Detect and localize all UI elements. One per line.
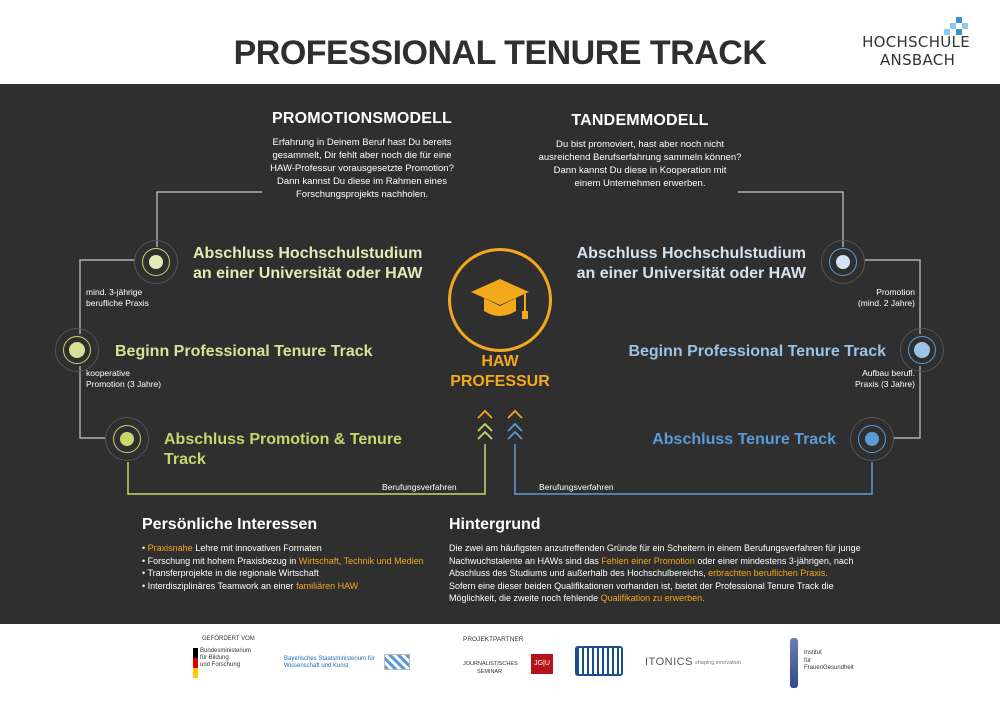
page-title: PROFESSIONAL TENURE TRACK: [233, 34, 767, 72]
center-label: HAW PROFESSUR: [450, 353, 550, 390]
left-step1-dot: [149, 255, 163, 269]
graduation-cap-icon: [451, 251, 549, 349]
funded-by-label: GEFÖRDERT VOM: [202, 636, 255, 642]
center-circle: [448, 248, 552, 352]
right-berufung-label: Berufungsverfahren: [539, 482, 614, 492]
institut-logo-text: Institut für FrauenGesundheit: [804, 650, 854, 671]
list-item: • Transferprojekte in die regionale Wirtschaft: [142, 568, 319, 578]
left-step2-label: Beginn Professional Tenure Track: [115, 343, 373, 360]
background-heading: Hintergrund: [449, 516, 541, 533]
left-step3-label: Abschluss Promotion & Tenure Track: [164, 431, 402, 468]
hochschule-ansbach-logo: [850, 14, 970, 74]
green-chevron-2: [478, 432, 492, 439]
itonics-tagline: shaping innovation: [695, 660, 741, 666]
logo-line2: ANSBACH: [880, 51, 956, 69]
journalistisches-seminar-logo: JOURNALISTISCHES SEMINAR: [463, 661, 518, 675]
right-step1-dot: [836, 255, 850, 269]
left-berufung-label: Berufungsverfahren: [382, 482, 457, 492]
right-note-2: Aufbau berufl. Praxis (3 Jahre): [855, 368, 915, 389]
orange-chevron-left: [478, 411, 492, 418]
interests-list: [142, 542, 427, 592]
right-step3-dot: [865, 432, 879, 446]
logo-line1: HOCHSCHULE: [862, 33, 970, 51]
interests-heading: Persönliche Interessen: [142, 516, 318, 533]
german-flag-icon: [193, 648, 198, 678]
list-item: • Interdisziplinäres Teamwork an einer familiären HAW: [142, 580, 359, 591]
header: [0, 0, 1000, 84]
right-step2-label: Beginn Professional Tenure Track: [628, 343, 886, 360]
institut-figure-icon: [790, 638, 798, 688]
jgu-logo: JG|U: [531, 654, 553, 674]
right-top-connector: [738, 192, 843, 247]
background-text: Die zwei am häufigsten anzutreffenden Gründe für ein Scheitern in einem Berufungsverfahren für junge Nachwuchstalente an HAWs sind das Fehlen einer Promotion oder einer mindestens 3-jährigen, nach Abschluss des Studiums und außerhalb des Hochschulbereichs, erbrachten beruflichen Praxis. Sofern eine dieser beiden Qualifikationen vorhanden ist, bietet der Professional Tenure Track die Möglichkeit, die zweite noch fehlende Qualifikation zu erwerben.: [449, 543, 861, 603]
left-note-1: mind. 3-jährige berufliche Praxis: [86, 287, 149, 308]
footer: [0, 624, 1000, 708]
hochschule-bayern-logo: [575, 646, 623, 676]
orange-chevron-right: [508, 411, 522, 418]
bayern-crest-icon: [384, 654, 410, 670]
right-description: Du bist promoviert, hast aber noch nicht ausreichend Berufserfahrung sammeln können? Dann kannst Du diese in Kooperation mit einem Unternehmen erwerben.: [538, 139, 742, 189]
left-description: Erfahrung in Deinem Beruf hast Du bereits gesammelt, Dir fehlt aber noch die für eine HAW-Professur vorausgesetzte Promotion? Dann kannst Du diese im Rahmen eines Forschungsprojekts nachholen.: [270, 137, 454, 200]
left-step3-dot: [120, 432, 134, 446]
left-heading: PROMOTIONSMODELL: [271, 110, 453, 127]
itonics-logo: ITONICS: [645, 656, 693, 668]
right-step1-label: Abschluss Hochschulstudium an einer Universität oder HAW: [576, 245, 806, 282]
bayern-ministry-text: Bayerisches Staatsministerium für Wissenschaft und Kunst: [284, 656, 375, 669]
right-note-1: Promotion (mind. 2 Jahre): [857, 287, 915, 308]
bmbf-logo-text: Bundesministerium für Bildung und Forschung: [200, 648, 252, 668]
blue-chevron-2: [508, 432, 522, 439]
list-item: • Forschung mit hohem Praxisbezug in Wirtschaft, Technik und Medien: [142, 555, 424, 566]
right-heading: TANDEMMODELL: [571, 112, 709, 129]
blue-chevron-1: [508, 424, 522, 431]
left-note-2: kooperative Promotion (3 Jahre): [86, 368, 162, 389]
left-step1-label: Abschluss Hochschulstudium an einer Universität oder HAW: [193, 245, 423, 282]
green-chevron-1: [478, 424, 492, 431]
main-panel: [0, 84, 1000, 624]
list-item: • Praxisnahe Lehre mit innovativen Formaten: [142, 543, 322, 553]
right-step3-label: Abschluss Tenure Track: [652, 431, 836, 448]
partners-heading: PROJEKTPARTNER: [463, 636, 524, 643]
right-step2-dot: [914, 342, 930, 358]
left-step2-dot: [69, 342, 85, 358]
